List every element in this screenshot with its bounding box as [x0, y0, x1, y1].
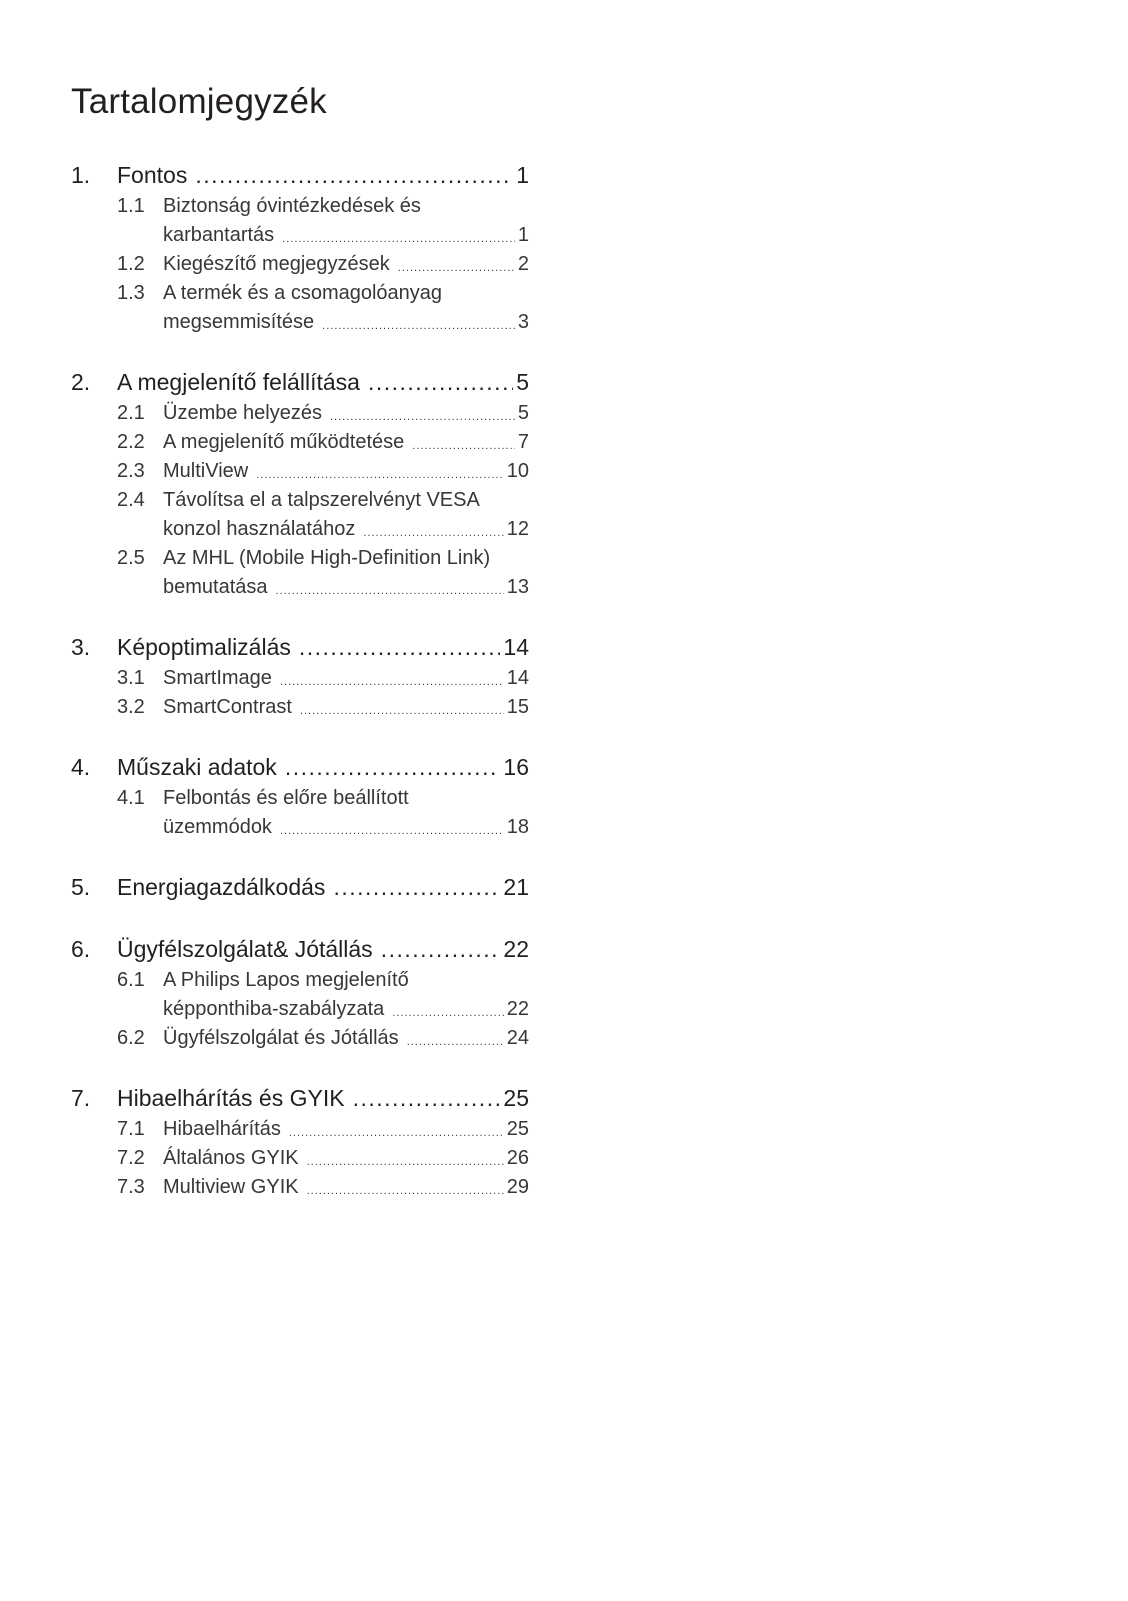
dot-leader: [381, 932, 501, 966]
subsection-title: Az MHL (Mobile High-Definition Link): [163, 547, 491, 569]
page-number: 1: [517, 224, 529, 246]
page-number: 21: [503, 874, 529, 900]
dot-leader: [280, 671, 504, 693]
subsection-number: 1.1: [117, 195, 145, 217]
toc-entry-sub[interactable]: [71, 308, 529, 337]
page-number: 22: [503, 936, 529, 962]
subsection-title: A megjelenítő működtetése: [163, 431, 405, 453]
page-number: 25: [503, 1085, 529, 1111]
toc-entry-sub[interactable]: [71, 664, 529, 693]
page-number: 3: [517, 311, 529, 333]
subsection-title: bemutatása: [163, 576, 268, 598]
subsection-number: 4.1: [117, 787, 145, 809]
section-number: 6.: [71, 936, 91, 962]
toc-entry-sub[interactable]: [71, 544, 529, 573]
toc-entry-sub[interactable]: [71, 995, 529, 1024]
dot-leader: [256, 464, 504, 486]
subsection-title: konzol használatához: [163, 518, 356, 540]
toc-section: [71, 630, 529, 722]
toc-entry-sub[interactable]: [71, 1144, 529, 1173]
toc-entry-sub[interactable]: [71, 813, 529, 842]
toc-entry-sub[interactable]: [71, 1173, 529, 1202]
subsection-title: Ügyfélszolgálat és Jótállás: [163, 1027, 399, 1049]
dot-leader: [282, 228, 515, 250]
toc-entry-sub[interactable]: [71, 221, 529, 250]
page-number: 5: [516, 369, 529, 395]
subsection-number: 6.2: [117, 1027, 145, 1049]
dot-leader: [398, 257, 515, 279]
toc-entry-main[interactable]: [71, 932, 529, 966]
subsection-title: A Philips Lapos megjelenítő: [163, 969, 409, 991]
toc-section: [71, 750, 529, 842]
toc-entry-sub[interactable]: [71, 1115, 529, 1144]
page-number: 7: [517, 431, 529, 453]
subsection-number: 3.1: [117, 667, 145, 689]
section-number: 3.: [71, 634, 91, 660]
subsection-number: 2.4: [117, 489, 145, 511]
page-number: 29: [506, 1176, 529, 1198]
dot-leader: [363, 522, 503, 544]
dot-leader: [412, 435, 515, 457]
toc-section: [71, 932, 529, 1053]
subsection-number: 7.2: [117, 1147, 145, 1169]
page-number: 15: [506, 696, 529, 718]
page-number: 12: [506, 518, 529, 540]
subsection-title: SmartContrast: [163, 696, 292, 718]
section-title: Hibaelhárítás és GYIK: [117, 1085, 345, 1111]
table-of-contents: [71, 158, 529, 1230]
toc-entry-main[interactable]: [71, 870, 529, 904]
subsection-title: Multiview GYIK: [163, 1176, 299, 1198]
section-title: Műszaki adatok: [117, 754, 277, 780]
subsection-title: Biztonság óvintézkedések és: [163, 195, 421, 217]
page-number: 18: [506, 816, 529, 838]
subsection-title: A termék és a csomagolóanyag: [163, 282, 443, 304]
dot-leader: [276, 580, 504, 602]
dot-leader: [299, 630, 501, 664]
toc-entry-sub[interactable]: [71, 250, 529, 279]
subsection-title: karbantartás: [163, 224, 275, 246]
page-number: 1: [516, 162, 529, 188]
toc-entry-sub[interactable]: [71, 515, 529, 544]
page-number: 24: [506, 1027, 529, 1049]
section-number: 4.: [71, 754, 91, 780]
page-number: 10: [506, 460, 529, 482]
page-number: 14: [503, 634, 529, 660]
page-number: 13: [506, 576, 529, 598]
toc-entry-main[interactable]: [71, 750, 529, 784]
dot-leader: [285, 750, 501, 784]
subsection-title: Üzembe helyezés: [163, 402, 322, 424]
page-title: Tartalomjegyzék: [71, 82, 327, 121]
dot-leader: [307, 1151, 504, 1173]
section-number: 5.: [71, 874, 91, 900]
page-number: 26: [506, 1147, 529, 1169]
dot-leader: [353, 1081, 501, 1115]
dot-leader: [195, 158, 513, 192]
dot-leader: [368, 365, 513, 399]
dot-leader: [289, 1122, 504, 1144]
section-title: A megjelenítő felállítása: [117, 369, 360, 395]
subsection-number: 2.1: [117, 402, 145, 424]
toc-entry-sub[interactable]: [71, 573, 529, 602]
page-number: 5: [517, 402, 529, 424]
toc-entry-main[interactable]: [71, 1081, 529, 1115]
toc-entry-sub[interactable]: [71, 428, 529, 457]
toc-entry-main[interactable]: [71, 630, 529, 664]
subsection-number: 2.2: [117, 431, 145, 453]
dot-leader: [330, 406, 515, 428]
toc-entry-sub[interactable]: [71, 693, 529, 722]
dot-leader: [280, 820, 504, 842]
subsection-title: képponthiba-szabályzata: [163, 998, 385, 1020]
page-number: 2: [517, 253, 529, 275]
subsection-title: megsemmisítése: [163, 311, 315, 333]
section-title: Fontos: [117, 162, 188, 188]
subsection-number: 6.1: [117, 969, 145, 991]
dot-leader: [407, 1031, 504, 1053]
toc-entry-sub[interactable]: [71, 486, 529, 515]
dot-leader: [322, 315, 515, 337]
section-number: 7.: [71, 1085, 91, 1111]
dot-leader: [307, 1180, 504, 1202]
subsection-title: Távolítsa el a talpszerelvényt VESA: [163, 489, 480, 511]
subsection-title: SmartImage: [163, 667, 272, 689]
toc-section: [71, 365, 529, 602]
toc-entry-main[interactable]: [71, 365, 529, 399]
subsection-number: 1.3: [117, 282, 145, 304]
subsection-number: 7.1: [117, 1118, 145, 1140]
toc-section: [71, 870, 529, 904]
page-number: 22: [506, 998, 529, 1020]
toc-entry-sub[interactable]: [71, 1024, 529, 1053]
subsection-number: 2.5: [117, 547, 145, 569]
dot-leader: [300, 700, 504, 722]
page-number: 25: [506, 1118, 529, 1140]
page-number: 16: [503, 754, 529, 780]
subsection-title: Hibaelhárítás: [163, 1118, 281, 1140]
toc-section: [71, 158, 529, 337]
dot-leader: [392, 1002, 503, 1024]
page-number: 14: [506, 667, 529, 689]
toc-entry-sub[interactable]: [71, 399, 529, 428]
subsection-number: 1.2: [117, 253, 145, 275]
section-number: 1.: [71, 162, 91, 188]
section-title: Képoptimalizálás: [117, 634, 291, 660]
toc-entry-main[interactable]: [71, 158, 529, 192]
subsection-title: Felbontás és előre beállított: [163, 787, 409, 809]
subsection-title: MultiView: [163, 460, 249, 482]
subsection-title: üzemmódok: [163, 816, 272, 838]
subsection-number: 2.3: [117, 460, 145, 482]
toc-entry-sub[interactable]: [71, 784, 529, 813]
section-title: Energiagazdálkodás: [117, 874, 326, 900]
toc-section: [71, 1081, 529, 1202]
dot-leader: [333, 870, 500, 904]
toc-entry-sub[interactable]: [71, 192, 529, 221]
subsection-number: 3.2: [117, 696, 145, 718]
subsection-number: 7.3: [117, 1176, 145, 1198]
toc-entry-sub[interactable]: [71, 457, 529, 486]
toc-entry-sub[interactable]: [71, 279, 529, 308]
toc-entry-sub[interactable]: [71, 966, 529, 995]
section-number: 2.: [71, 369, 91, 395]
section-title: Ügyfélszolgálat& Jótállás: [117, 936, 373, 962]
subsection-title: Általános GYIK: [163, 1147, 299, 1169]
subsection-title: Kiegészítő megjegyzések: [163, 253, 390, 275]
